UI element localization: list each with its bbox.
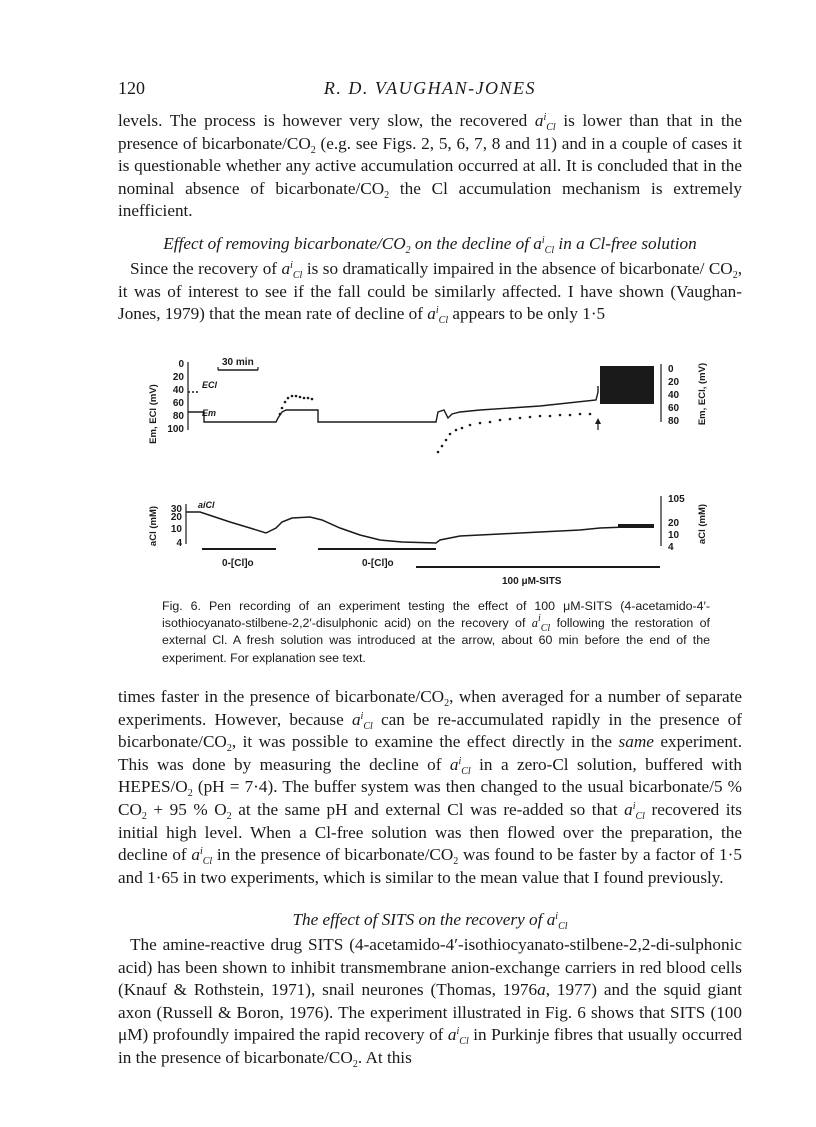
tick-label: 80 [172,411,184,422]
paragraph-4: The amine-reactive drug SITS (4-acetamido-4′-isothiocyanato-stilbene-2,2-di-sulphonic acid) has been shown to inhibit transmembrane anion-exchange carriers in red blood cells (Knauf & Rothstein, 1971), snail neurones (Thomas, 1976a, 1977) and the squid giant axon (Russell & Boron, 1976). The experiment illustrated in Fig. 6 shows that SITS (100 μM) profoundly impaired the rapid recovery of $a^i_{Cl}$ in Purkinje fibres that usually occurred in the presence of bicarbonate/$CO_2$. At this [118,935,742,1070]
dense-oscillation-block [600,366,654,404]
zero-cl-label-2: 0-[Cl]o [362,558,394,569]
paragraph-2: Since the recovery of $a^i_{Cl}$ is so dramatically impaired in the absence of bicarbonate/ $CO_2$, it was of interest to see if the fall could be similarly affected. I have shown (Vaughan-Jones, 1979) that the mean rate of decline of $a^i_{Cl}$ appears to be only 1·5 [118,259,742,327]
acl-symbol: $a^i_{Cl}$ [449,754,471,777]
tick-label: 10 [668,530,680,541]
tick-label: 20 [668,377,680,388]
acl-symbol: $a^i_{Cl}$ [281,259,303,281]
section-heading-1: Effect of removing bicarbonate/$CO_2$ on the decline of $a^i_{Cl}$ in a Cl-free solution [163,234,697,256]
tick-label: 4 [176,538,182,549]
acl-symbol: $a^i_{Cl}$ [351,709,373,732]
tick-label: 20 [668,518,680,529]
paragraph-3: times faster in the presence of bicarbonate/$CO_2$, when averaged for a number of separate experiments. However, because $a^i_{Cl}$ can be re-accumulated rapidly in the presence of bicarbonate/$CO_2$, it was possible to examine the effect directly in the same experiment. This was done by measuring the decline of $a^i_{Cl}$ in a zero-Cl solution, buffered with HEPES/$O_2$ (pH = 7·4). The buffer system was then changed to the usual bicarbonate/5 % $CO_2 + 95$ % $O_2$ at the same pH and external Cl was re-added so that $a^i_{Cl}$ recovered its initial high level. When a Cl-free solution was then flowed over the preparation, the decline of $a^i_{Cl}$ in the presence of bicarbonate/$CO_2$ was found to be faster by a factor of 1·5 and 1·65 in two experiments, which is similar to the mean value that I found previously. [118,687,742,887]
acl-symbol: $a^i_{Cl}$ [191,845,213,868]
top-left-axis-label: Em, ECl (mV) [148,384,159,444]
tick-label: 100 [167,424,184,435]
tick-label: 0 [178,359,184,370]
top-right-axis-label: Em, ECl, (mV) [697,362,708,426]
acl-label: aiCl [198,500,215,510]
acl-symbol: $a^i_{Cl}$ [534,111,556,133]
figure-caption: Fig. 6. Pen recording of an experiment testing the effect of 100 μM-SITS (4-acetamido-4′-isothiocyanato-stilbene-2,2′-disulphonic acid) on the recovery of $a^i_{Cl}$ following the restoration of external Cl. A fresh solution was introduced at the arrow, about 60 min before the end of the experiment. For explanation see text. [162,599,710,665]
acl-trace [186,512,654,543]
ecl-dots [279,395,592,454]
pen-recording-figure [140,354,720,589]
acl-symbol: $a^i_{Cl}$ [427,304,449,327]
bottom-left-axis-label: aCl (mM) [148,505,159,547]
tick-label: 80 [668,416,680,427]
tick-label: 4 [668,542,674,553]
em-label: Em [202,408,217,418]
acl-symbol: $a^i_{Cl}$ [447,1025,469,1048]
section-heading-2: The effect of SITS on the recovery of $a^i_{Cl}$ [292,910,568,932]
tick-label: 20 [170,512,182,523]
tick-label: 60 [172,398,184,409]
acl-symbol: $a^i_{Cl}$ [531,613,551,635]
tick-label: 40 [668,390,680,401]
page-header [118,78,742,104]
figure-6 [140,354,720,589]
acl-symbol: $a^i_{Cl}$ [546,910,568,932]
tick-label: 105 [668,494,685,505]
tick-label: 30 [170,504,182,515]
em-trace [188,386,598,422]
acl-symbol: $a^i_{Cl}$ [624,799,645,822]
tick-label: 10 [170,524,182,535]
tick-label: 20 [172,372,184,383]
page-number: 120 [118,78,145,98]
running-title: R. D. VAUGHAN-JONES [323,78,537,98]
tick-label: 40 [172,385,184,396]
sits-label: 100 μM-SITS [502,576,562,587]
zero-cl-label-1: 0-[Cl]o [222,558,254,569]
tick-label: 60 [668,403,680,414]
paragraph-1: levels. The process is however very slow, the recovered $a^i_{Cl}$ is lower than that in the presence of bicarbonate/$CO_2$ (e.g. see Figs. 2, 5, 6, 7, 8 and 11) and in a couple of cases it is questionable whether any active accumulation occurred at all. It is concluded that in the nominal absence of bicarbonate/$CO_2$ the Cl accumulation mechanism is extremely inefficient. [118,111,743,221]
acl-symbol: $a^i_{Cl}$ [533,234,555,256]
scale-bar-label: 30 min [222,357,254,368]
ecl-label: ECl [202,380,218,390]
bottom-right-axis-label: aCl (mM) [697,503,708,545]
tick-label: 0 [668,364,674,375]
